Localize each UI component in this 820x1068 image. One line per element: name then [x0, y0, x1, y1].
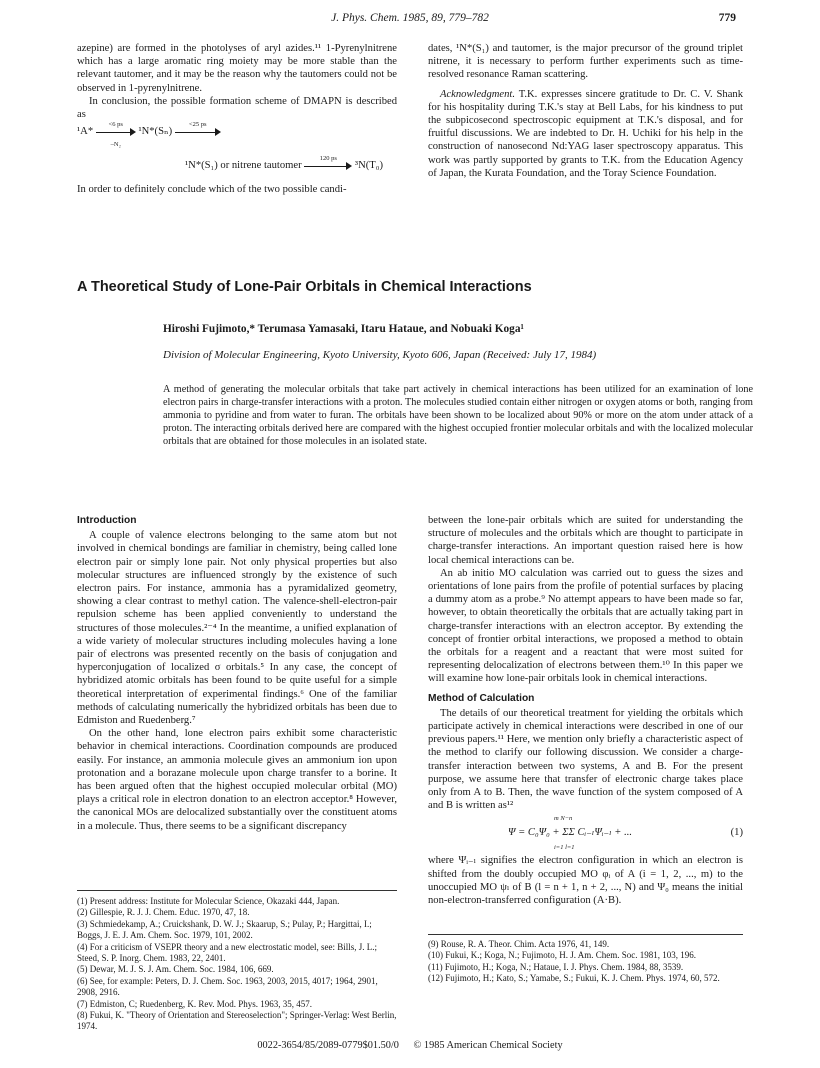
article-code: 0022-3654/85/2089-0779$01.50/0: [257, 1040, 399, 1051]
arrow-label: <25 ps: [188, 120, 207, 128]
acknowledgment-label: Acknowledgment.: [440, 88, 516, 100]
footnote-divider: [77, 890, 397, 891]
footnotes-left: [77, 896, 397, 1033]
footnote: (1) Present address: Institute for Molecular Science, Okazaki 444, Japan.: [77, 896, 340, 906]
footnote: (10) Fukui, K.; Koga, N.; Fujimoto, H. J. Am. Chem. Soc. 1981, 103, 196.: [428, 950, 697, 961]
scheme-species: ¹N*(Sₙ): [138, 126, 173, 138]
article-abstract: A method of generating the molecular orbitals that take part actively in chemical interactions has been utilized for an examination of lone electron pairs in charge-transfer interactions with a proton. The molecules studied contain either nitrogen or oxygen atoms or both, ranging from ammonia to pyridine and from water to furan. The orbitals have been shown to be localized about 90% or more on the atom under attack of a proton. The interacting orbitals derived here are compared with the highest occupied frontier molecular orbitals and with the localized molecular orbitals that are obtained for those molecules in an isolated state.: [163, 384, 753, 447]
footnote: (4) For a criticism of VSEPR theory and a new electrostatic model, see: Bills, J. L.; Steed, S. P. Inorg. Chem. 1983, 22, 2401.: [77, 941, 378, 964]
footnote: (9) Rouse, R. A. Theor. Chim. Acta 1976, 41, 149.: [428, 939, 610, 949]
equation-1: [428, 812, 743, 854]
body-left-column: [77, 514, 397, 833]
equation-body: Ψ = C₀Ψ₀ + ΣΣ Cᵢ₋ₗΨᵢ₋ₗ + ...: [508, 827, 633, 839]
footnotes-right: [428, 939, 743, 985]
footnote-divider: [428, 934, 743, 935]
journal-reference: J. Phys. Chem. 1985, 89, 779–782: [331, 12, 489, 24]
body-paragraph: An ab initio MO calculation was carried out to guess the sizes and orientations of lone pairs from the profile of potential surfaces by placing a dummy atom as a probe.⁹ No attempt appears to have been made so far, however, to obtain theoretically the orbitals that are actually taking part in charge-transfer interactions with an electron acceptor. By extending the concept of frontier orbital interactions, we proposed a method to obtain the orbitals for a reagent and a reactant that were most suited for representing delocalization of electrons between them.¹⁰ In this paper we will examine how lone-pair orbitals look in chemical interactions.: [428, 567, 743, 685]
footnote: (6) See, for example: Peters, D. J. Chem. Soc. 1963, 2003, 2015, 4017; 1964, 2901, 2908, 2916.: [77, 975, 378, 998]
body-paragraph: where Ψᵢ₋ₗ signifies the electron configuration in which an electron is shifted from the doubly occupied MO φᵢ of A (i = 1, 2, ..., m) to the unoccupied MO ψₗ of B (l = n + 1, n + 2, ..., N) and Ψ₀ means the initial non-electron-transferred configuration (A·B).: [428, 855, 743, 907]
copyright: © 1985 American Chemical Society: [413, 1040, 563, 1051]
body-right-column: [428, 514, 743, 907]
acknowledgment-text: T.K. expresses sincere gratitude to Dr. C. V. Shank for his hospitality during T.K.'s stay at Bell Labs, for his kindness to put the subpicosecond spectroscopic equipment at T.K.'s disposal, and for fruitful discussions. We are indebted to Dr. H. Uchiki for his help in the construction of nanosecond Nd:YAG laser spectroscopy apparatus. This work was partly supported by grants to T.K. from the Education Agency of Japan, the Kurata Foundation, and the Toray Science Foundation.: [428, 88, 743, 179]
arrow-label: –N₂: [110, 140, 121, 148]
section-heading-introduction: Introduction: [77, 515, 137, 526]
equation-upper-limits: m N−n: [554, 815, 573, 823]
prev-paragraph: dates, ¹N*(S₁) and tautomer, is the major precursor of the ground triplet nitrene, it is necessary to perform further experiments such as time-resolved resonance Raman scattering.: [428, 43, 743, 81]
body-paragraph: between the lone-pair orbitals which are suited for understanding the structure of molecules and the orbitals which are thought to participate in charge-transfer interactions. An important question raised here is how local chemical interactions can be.: [428, 515, 743, 566]
formation-scheme: [77, 121, 397, 183]
prev-article-right-column: [428, 42, 743, 180]
footnote: (12) Fujimoto, H.; Kato, S.; Yamabe, S.; Fukui, K. J. Chem. Phys. 1974, 60, 572.: [428, 973, 720, 984]
footnote: (8) Fukui, K. "Theory of Orientation and Stereoselection"; Springer-Verlag: West Berlin, 1974.: [77, 1010, 397, 1032]
article-title: A Theoretical Study of Lone-Pair Orbitals in Chemical Interactions: [77, 279, 532, 295]
reaction-arrow: [175, 120, 221, 137]
prev-paragraph: In order to definitely conclude which of the two possible candi-: [77, 184, 347, 196]
equation-number: (1): [730, 827, 743, 839]
reaction-arrow: [96, 120, 136, 148]
footnote: (3) Schmiedekamp, A.; Cruickshank, D. W. J.; Skaarup, S.; Pulay, P.; Hargittai, I.; Boggs, J. E. J. Am. Chem. Soc. 1979, 101, 2002.: [77, 918, 372, 941]
arrow-label: 120 ps: [319, 154, 337, 162]
footnote: (11) Fujimoto, H.; Koga, N.; Hataue, I. J. Phys. Chem. 1984, 88, 3539.: [428, 961, 684, 972]
page-footer: [0, 1040, 820, 1051]
scheme-species: ³N(T₀): [354, 160, 383, 172]
body-paragraph: The details of our theoretical treatment for yielding the orbitals which participate actively in chemical interactions were described in one of our previous papers.¹¹ Here, we mention only briefly a characteristic aspect of the method to clarify our following discussion. We consider a charge-transfer interaction between two systems, A and B. For the present purpose, we assume here that transfer of electronic charge takes place only from A to B. Then, the wave function of the system composed of A and B is written as¹²: [428, 707, 743, 812]
prev-paragraph: azepine) are formed in the photolyses of aryl azides.¹¹ 1-Pyrenylnitrene which has a large aromatic ring moiety may be more stable than the relevant tautomer, and it may be the reason why the tautomers could not be observed in 1-pyrenylnitrene.: [77, 43, 397, 94]
reaction-arrow: [304, 154, 352, 171]
running-header: [0, 12, 820, 28]
body-paragraph: On the other hand, lone electron pairs exhibit some characteristic behavior in chemical interactions. Coordination compounds are produced easily. For instance, an ammonia molecule gives an ammonium ion upon protonation and a borazane molecule upon charge transfer to a borine. It has been argued often that the highest occupied molecular orbital (MO) plays a critical role in electron donation to an electron acceptor.⁸ However, the canonical MOs are delocalized substantially over the constituent atoms in a molecule. Thus, there seems to be a significant discrepancy: [77, 728, 397, 832]
body-paragraph: A couple of valence electrons belonging to the same atom but not involved in chemical bondings are familiar in chemistry, being called lone electron pair or simply lone pair. Not only physical properties but also molecular structures are influenced strongly by the existence of such electron pairs. For instance, ammonia has a pyramidalized geometry, showing a clear contrast to methyl cation. The valence-shell-electron-pair repulsion scheme has been applied conveniently to understand the structures of those molecules.²⁻⁴ In the meantime, a unified explanation of a wide variety of molecular structures including molecules having a lone pair of electrons was presented recently on the basis of conjugation and hyperconjugation of localized σ orbitals.⁵ In any case, the concept of hybridized atomic orbitals has been found to be quite useful for a simple theoretical interpretation of experimental findings.⁶ One of the familiar methods of calculating numerically the hybridized orbitals has been due to Edmiston and Ruedenberg.⁷: [77, 530, 397, 727]
prev-article-left-column: [77, 42, 397, 196]
page-number: 779: [718, 12, 736, 24]
article-authors: Hiroshi Fujimoto,* Terumasa Yamasaki, Itaru Hataue, and Nobuaki Koga¹: [163, 323, 524, 335]
scheme-species: ¹A*: [77, 126, 94, 138]
prev-paragraph: In conclusion, the possible formation scheme of DMAPN is described as: [77, 95, 397, 121]
equation-lower-limits: i=1 l=1: [554, 844, 575, 852]
section-heading-method: Method of Calculation: [428, 692, 535, 704]
article-affiliation: Division of Molecular Engineering, Kyoto University, Kyoto 606, Japan (Received: July 17, 1984): [163, 349, 597, 361]
scheme-species: ¹N*(S₁) or nitrene tautomer: [185, 160, 302, 172]
acknowledgment: [428, 88, 743, 180]
arrow-label: <6 ps: [108, 120, 123, 128]
footnote: (2) Gillespie, R. J. J. Chem. Educ. 1970, 47, 18.: [77, 907, 250, 918]
footnote: (7) Edmiston, C; Ruedenberg, K. Rev. Mod. Phys. 1963, 35, 457.: [77, 998, 312, 1009]
footnote: (5) Dewar, M. J. S. J. Am. Chem. Soc. 1984, 106, 669.: [77, 964, 274, 975]
